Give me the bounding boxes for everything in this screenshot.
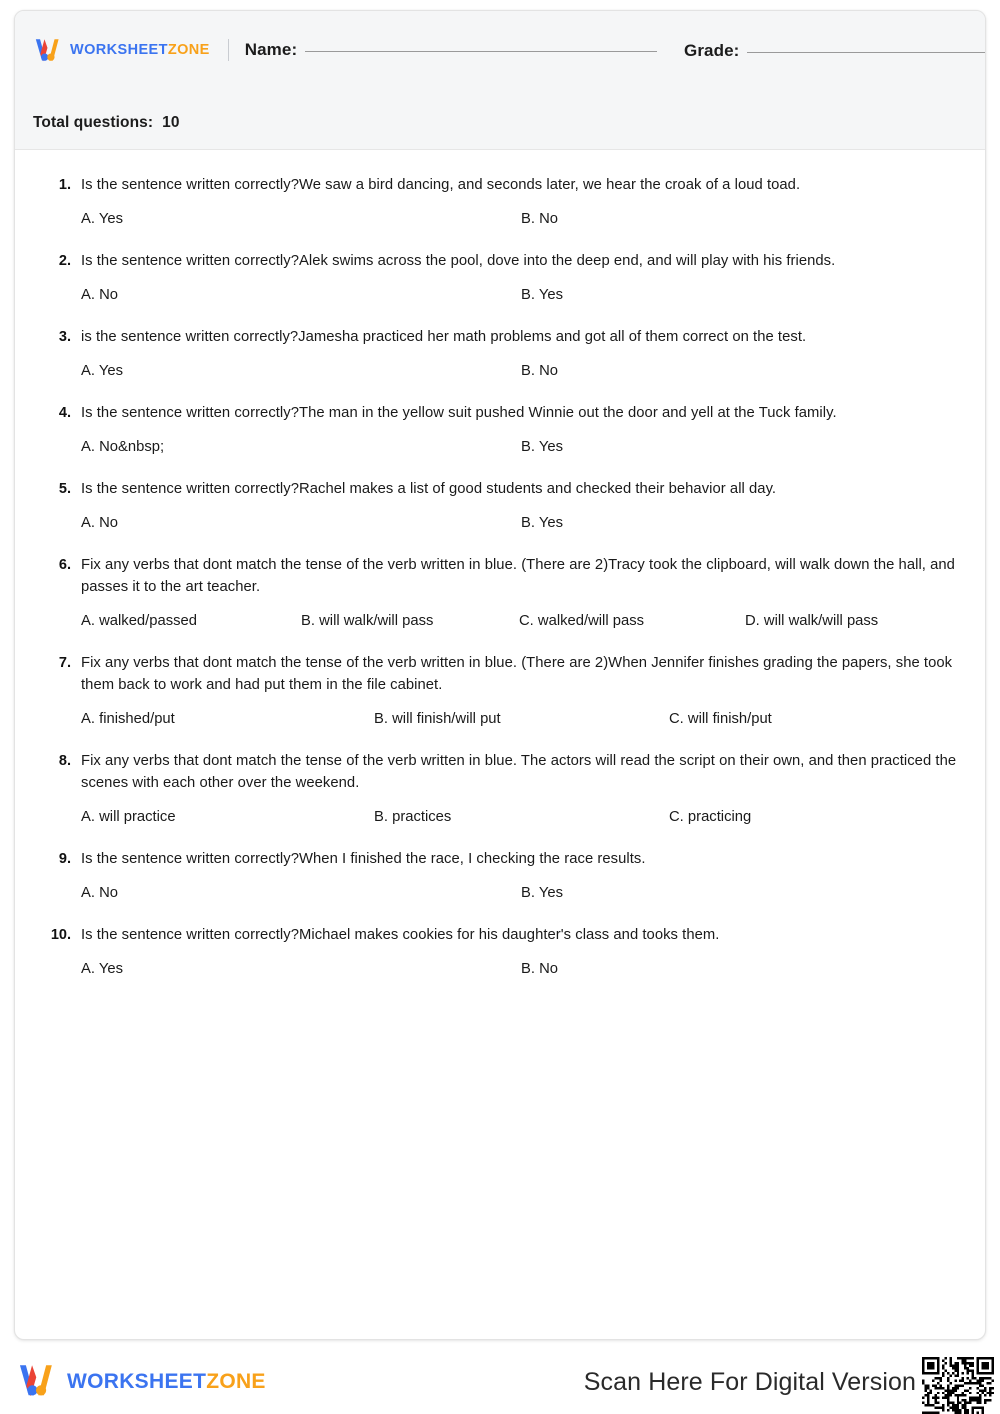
qr-code-icon[interactable] (922, 1357, 994, 1414)
question-number: 2. (58, 253, 71, 269)
question-options (81, 513, 963, 533)
scan-instruction-text: Scan Here For Digital Version (583, 1368, 916, 1396)
name-field-input-line[interactable] (305, 51, 657, 52)
option-choice[interactable]: C. will finish/put (669, 711, 772, 727)
option-choice[interactable]: A. No (81, 287, 119, 303)
worksheet-zone-logo-icon (33, 37, 63, 64)
option-choice[interactable]: B. No (521, 961, 559, 977)
footer-brand (16, 1360, 266, 1402)
question-options (81, 611, 963, 631)
footer-brand-word-zone: ZONE (206, 1369, 266, 1393)
question-options (81, 807, 963, 827)
option-choice[interactable]: B. Yes (521, 287, 563, 303)
option-choice[interactable]: B. Yes (521, 439, 563, 455)
question-text: Is the sentence written correctly?Alek swims across the pool, dove into the deep end, and will play with his friends. (81, 253, 836, 269)
question-item (37, 848, 963, 903)
name-field-label: Name: (244, 40, 298, 59)
worksheet-header (15, 11, 985, 150)
question-item (37, 326, 963, 381)
footer-brand-word-worksheet: WORKSHEET (67, 1369, 207, 1393)
total-questions-label: Total questions: (33, 114, 154, 131)
question-number: 3. (58, 329, 71, 345)
question-options (81, 209, 963, 229)
question-text: Fix any verbs that dont match the tense of the verb written in blue. (There are 2)Tracy took the clipboard, will walk down the hall, and passes it to the art teacher. (81, 557, 955, 595)
brand-word-zone: ZONE (167, 41, 210, 58)
qr-code-svg (922, 1357, 994, 1414)
question-number: 1. (58, 177, 71, 193)
name-field (245, 40, 657, 60)
footer-brand-wordmark (67, 1371, 266, 1392)
question-item (37, 402, 963, 457)
header-divider (228, 39, 229, 61)
grade-field (684, 41, 986, 61)
brand-word-worksheet: WORKSHEET (70, 41, 168, 58)
question-number: 9. (58, 851, 71, 867)
option-choice[interactable]: A. walked/passed (81, 613, 197, 629)
option-choice[interactable]: A. No (81, 885, 119, 901)
total-questions-count: 10 (162, 114, 180, 131)
total-questions (33, 114, 180, 132)
option-choice[interactable]: B. will walk/will pass (301, 613, 434, 629)
question-number: 4. (58, 405, 71, 421)
option-choice[interactable]: C. practicing (669, 809, 752, 825)
questions-list (15, 150, 985, 979)
question-item (37, 924, 963, 979)
option-choice[interactable]: A. No&nbsp; (81, 439, 165, 455)
option-choice[interactable]: D. will walk/will pass (745, 613, 879, 629)
option-choice[interactable]: C. walked/will pass (519, 613, 644, 629)
question-number: 7. (58, 655, 71, 671)
question-item (37, 652, 963, 729)
question-item (37, 478, 963, 533)
question-text: Is the sentence written correctly?Rachel makes a list of good students and checked their behavior all day. (81, 481, 777, 497)
question-text: Is the sentence written correctly?We saw a bird dancing, and seconds later, we hear the croak of a loud toad. (81, 177, 801, 193)
question-options (81, 709, 963, 729)
option-choice[interactable]: B. Yes (521, 885, 563, 901)
worksheet-zone-logo-icon (16, 1362, 58, 1400)
option-choice[interactable]: B. No (521, 363, 559, 379)
question-options (81, 883, 963, 903)
question-options (81, 959, 963, 979)
option-choice[interactable]: B. Yes (521, 515, 563, 531)
question-number: 8. (58, 753, 71, 769)
question-number: 10. (50, 927, 71, 943)
question-text: Is the sentence written correctly?The man in the yellow suit pushed Winnie out the door and yell at the Tuck family. (81, 405, 837, 421)
question-options (81, 285, 963, 305)
question-item (37, 554, 963, 631)
question-text: Is the sentence written correctly?When I finished the race, I checking the race results. (81, 851, 646, 867)
worksheet-footer (0, 1352, 1000, 1414)
brand-wordmark (70, 43, 210, 58)
question-item (37, 174, 963, 229)
option-choice[interactable]: B. No (521, 211, 559, 227)
question-item (37, 250, 963, 305)
question-options (81, 361, 963, 381)
option-choice[interactable]: B. will finish/will put (374, 711, 501, 727)
option-choice[interactable]: A. Yes (81, 363, 123, 379)
question-text: is the sentence written correctly?Jamesha practiced her math problems and got all of them correct on the test. (81, 329, 807, 345)
worksheet-sheet (14, 10, 986, 1340)
question-text: Is the sentence written correctly?Michael makes cookies for his daughter's class and tooks them. (81, 927, 720, 943)
question-options (81, 437, 963, 457)
question-item (37, 750, 963, 827)
option-choice[interactable]: A. will practice (81, 809, 176, 825)
header-brand (33, 35, 657, 65)
grade-field-input-line[interactable] (747, 52, 986, 53)
option-choice[interactable]: A. Yes (81, 961, 123, 977)
question-number: 5. (58, 481, 71, 497)
question-text: Fix any verbs that dont match the tense of the verb written in blue. The actors will read the script on their own, and then practiced the scenes with each other over the weekend. (81, 753, 957, 791)
grade-field-label: Grade: (684, 41, 740, 60)
question-number: 6. (58, 557, 71, 573)
option-choice[interactable]: B. practices (374, 809, 452, 825)
option-choice[interactable]: A. Yes (81, 211, 123, 227)
option-choice[interactable]: A. No (81, 515, 119, 531)
option-choice[interactable]: A. finished/put (81, 711, 175, 727)
question-text: Fix any verbs that dont match the tense of the verb written in blue. (There are 2)When Jennifer finishes grading the papers, she took them back to work and had put them in the file cabinet. (81, 655, 953, 693)
